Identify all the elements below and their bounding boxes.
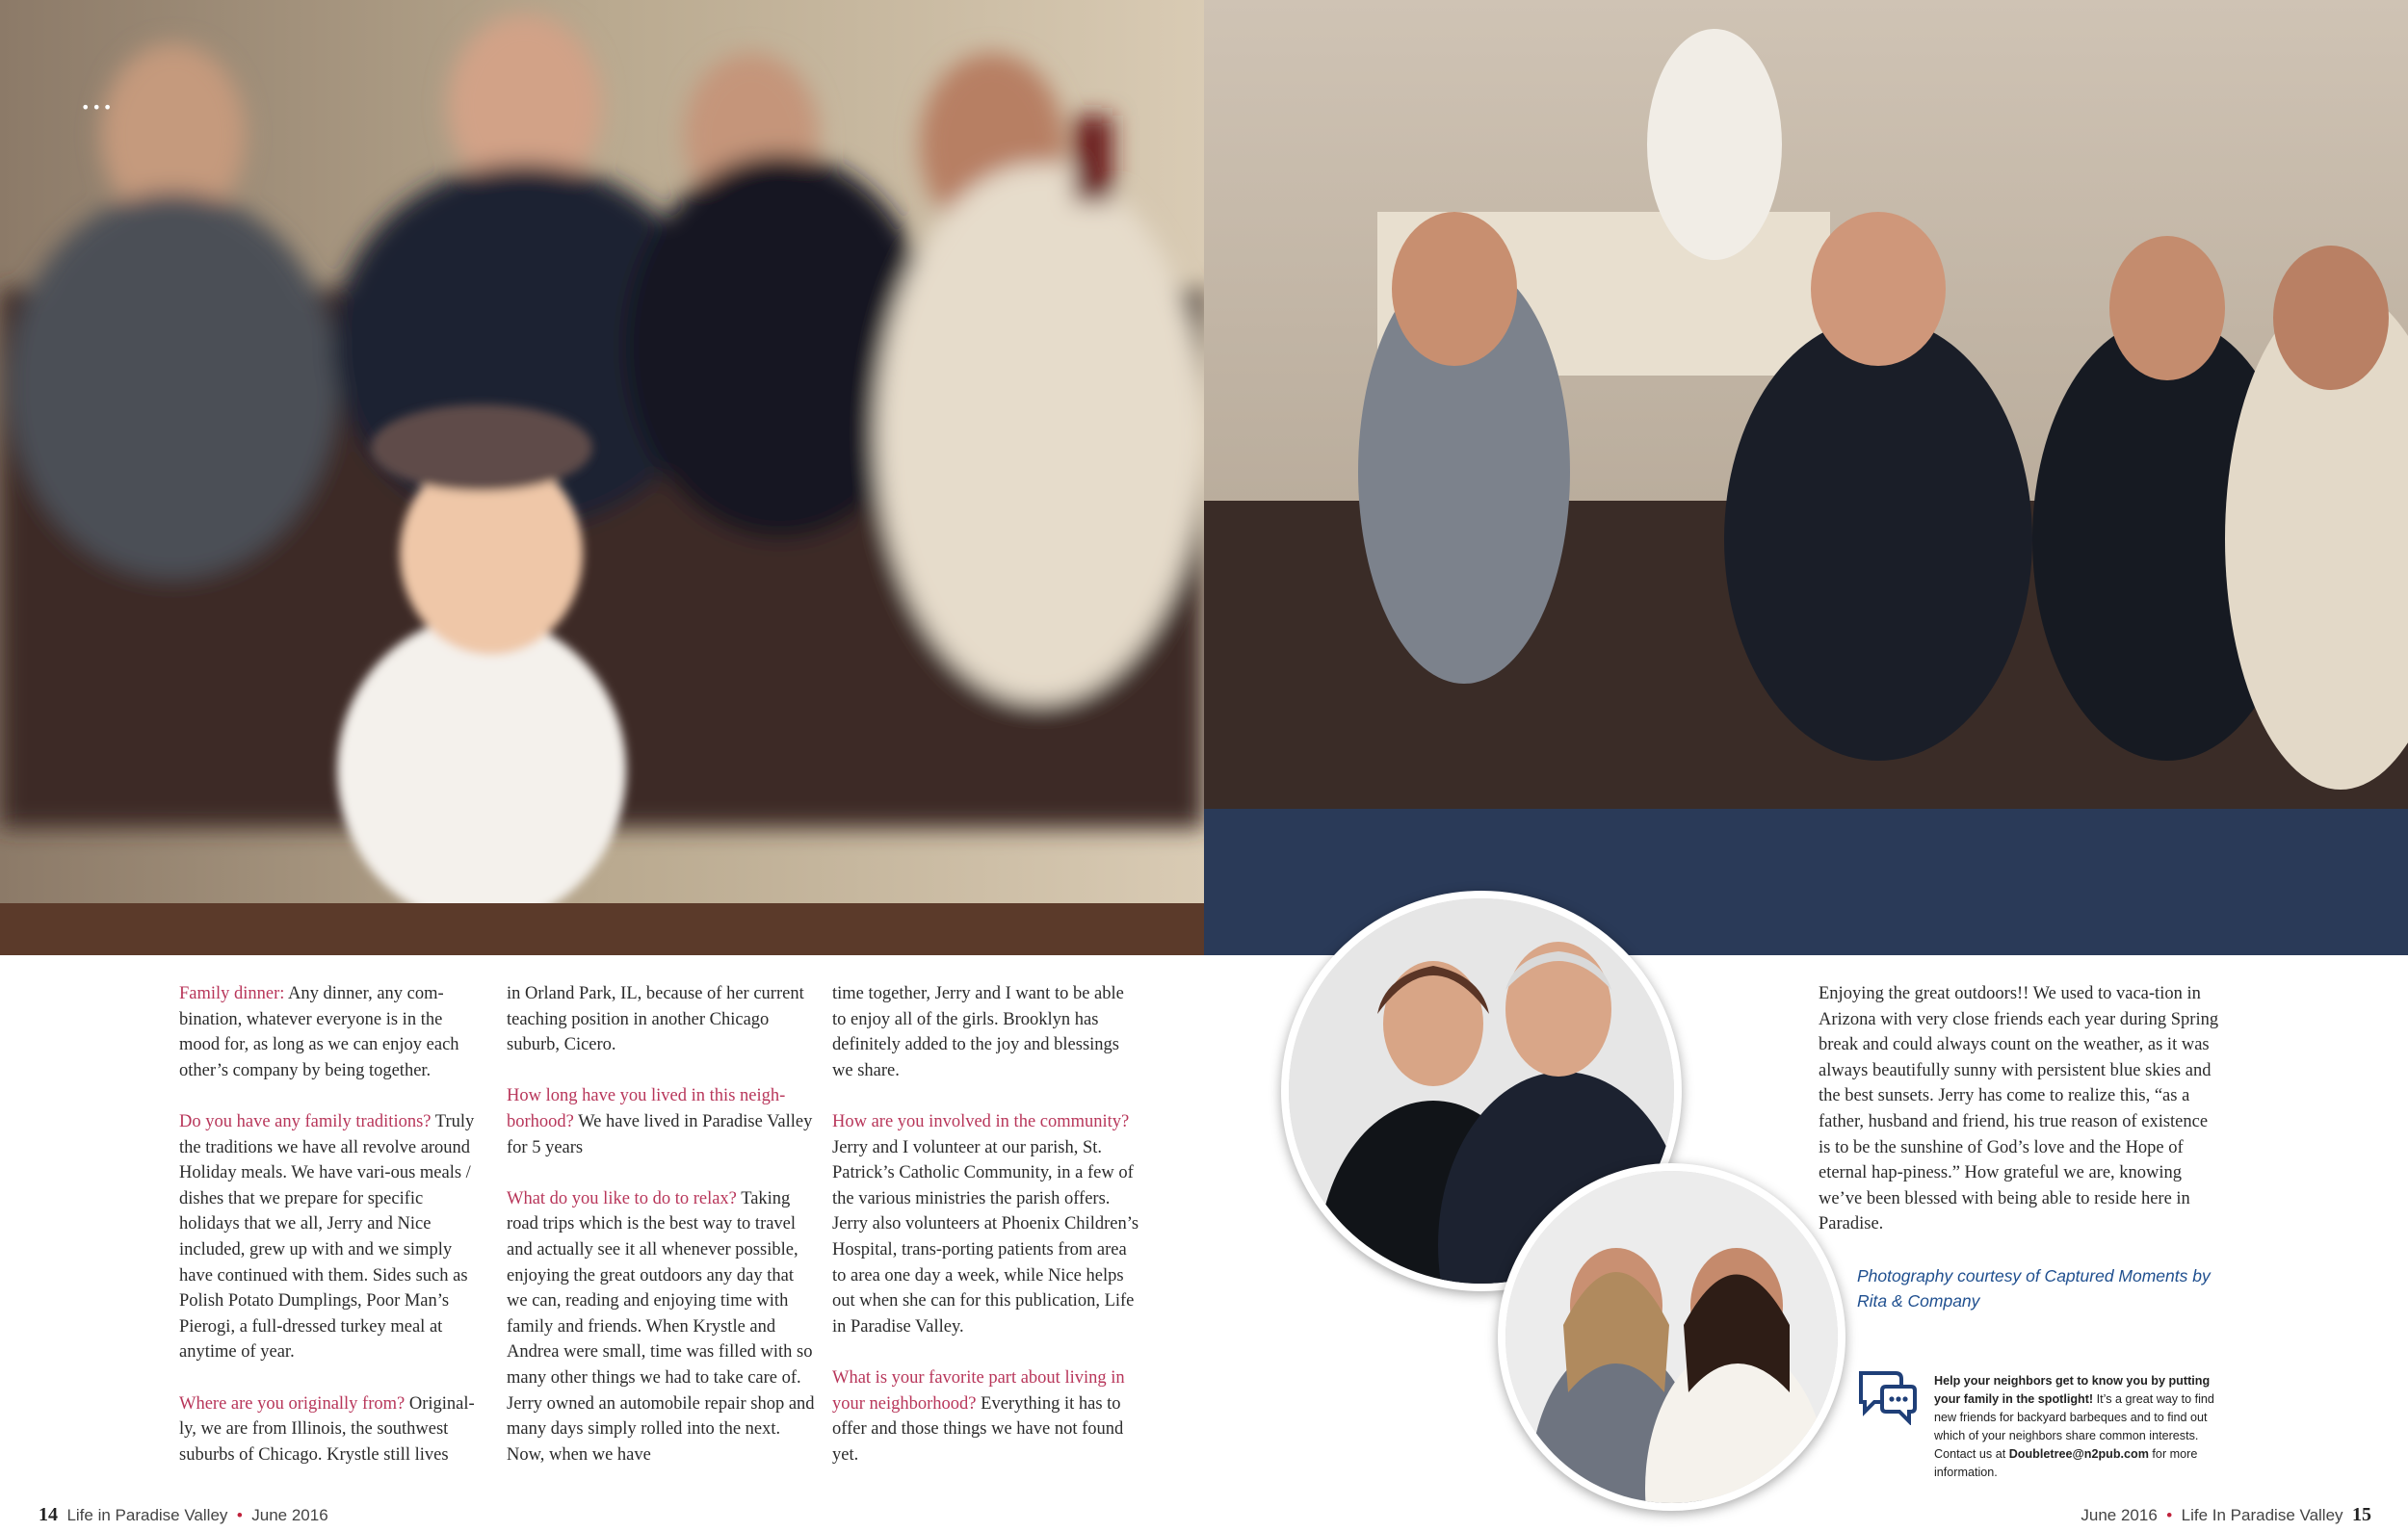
callout-text: It’s a great way to find new friends for backyard barbeques and to find out which of your neighbors share common interests. Contact us at — [1934, 1392, 2214, 1461]
footer-right — [2081, 1504, 2371, 1526]
question-text: Do you have any family traditions? — [179, 1111, 432, 1131]
footer-bullet-left: • — [236, 1506, 243, 1524]
family-photo-left — [0, 0, 1204, 955]
callout-heading: Help your neighbors get to know you by putting your family in the spotlight! — [1934, 1374, 2211, 1406]
qa-paragraph — [832, 1109, 1140, 1339]
answer-text: Truly the traditions we have all revolve around Holiday meals. We have vari-ous meals / dishes that we prepare for specific holidays that we all, Jerry and Nice included, grew up with and we simply have continued with them. Sides such as Polish Potato Dumplings, Poor Man’s Pierogi, a full-dressed turkey meal at anytime of year. — [179, 1111, 475, 1363]
page-number-right: 15 — [2352, 1504, 2371, 1525]
answer-text: We have lived in Paradise Valley for 5 years — [507, 1111, 813, 1157]
article-column-3 — [832, 981, 1140, 1493]
question-text: What do you like to do to relax? — [507, 1188, 737, 1208]
footer-left — [39, 1504, 328, 1526]
answer-text: Taking road trips which is the best way to travel and actually see it all whenever possible, enjoying the great outdoors any day that we can, reading and enjoying time with family and friends. When Krystle and Andrea were small, time was filled with so many other things we had to take care of. Jerry owned an automobile repair shop and many days simply rolled into the next. Now, when we have — [507, 1188, 815, 1465]
question-text: How are you involved in the community? — [832, 1111, 1130, 1131]
spotlight-callout — [1934, 1372, 2233, 1482]
qa-paragraph — [832, 981, 1140, 1083]
answer-text: Original-ly, we are from Illinois, the southwest suburbs of Chicago. Krystle still lives — [179, 1393, 475, 1465]
qa-paragraph — [179, 981, 487, 1083]
speech-bubbles-icon — [1857, 1369, 1917, 1425]
qa-paragraph — [832, 1365, 1140, 1467]
article-column-4 — [1819, 981, 2223, 1263]
more-dots: ••• — [81, 98, 115, 117]
answer-text: Everything it has to offer and those things we have not found yet. — [832, 1393, 1124, 1465]
qa-paragraph — [507, 1186, 815, 1468]
contact-email-link[interactable]: Doubletree@n2pub.com — [2008, 1447, 2149, 1461]
answer-text: time together, Jerry and I want to be able to enjoy all of the girls. Brooklyn has definitely added to the joy and blessings we share. — [832, 984, 1124, 1080]
answer-text: in Orland Park, IL, because of her current teaching position in another Chicago suburb, Cicero. — [507, 984, 804, 1055]
question-text: Where are you originally from? — [179, 1393, 406, 1414]
answer-text: Any dinner, any com-bination, whatever everyone is in the mood for, as long as we can enjoy each other’s company by being together. — [179, 984, 459, 1080]
qa-paragraph — [179, 1391, 487, 1468]
footer-bullet-right: • — [2166, 1506, 2173, 1524]
issue-date-left: June 2016 — [251, 1506, 328, 1524]
callout-text-end: for more information. — [1934, 1447, 2198, 1479]
article-column-2 — [507, 981, 815, 1493]
magazine-title-left: Life in Paradise Valley — [66, 1506, 228, 1524]
family-photo-right — [1204, 0, 2408, 955]
question-text: How long have you lived in this neigh-borhood? — [507, 1086, 786, 1131]
answer-text: Jerry and I volunteer at our parish, St. Patrick’s Catholic Community, in a few of the various ministries the parish offers. Jerry also volunteers at Phoenix Children’s Hospital, trans-porting patients from area to area one day a week, while Nice helps out when she can for this publication, Life in Paradise Valley. — [832, 1137, 1139, 1337]
issue-date-right: June 2016 — [2081, 1506, 2158, 1524]
photo-credit: Photography courtesy of Captured Moments by Rita & Company — [1857, 1266, 2211, 1311]
qa-paragraph — [179, 1109, 487, 1365]
article-column-1 — [179, 981, 487, 1493]
page-number-left: 14 — [39, 1504, 58, 1525]
question-text: What is your favorite part about living in your neighborhood? — [832, 1367, 1125, 1414]
qa-paragraph — [507, 981, 815, 1058]
closing-paragraph: Enjoying the great outdoors!! We used to vaca-tion in Arizona with very close friends each year during Spring break and could always count on the weather, as it was always beautifully sunny with persistent blue skies and the best sunsets. Jerry has come to realize this, “as a father, husband and friend, his true reason of existence is to be the sunshine of God’s love and the Hope of eternal hap-piness.” How grateful we are, knowing we’ve been blessed with being able to reside here in Paradise. — [1819, 984, 2219, 1234]
portrait-daughters — [1498, 1163, 1845, 1511]
question-text: Family dinner: — [179, 984, 285, 1003]
qa-paragraph — [507, 1083, 815, 1160]
magazine-title-right: Life In Paradise Valley — [2181, 1506, 2343, 1524]
